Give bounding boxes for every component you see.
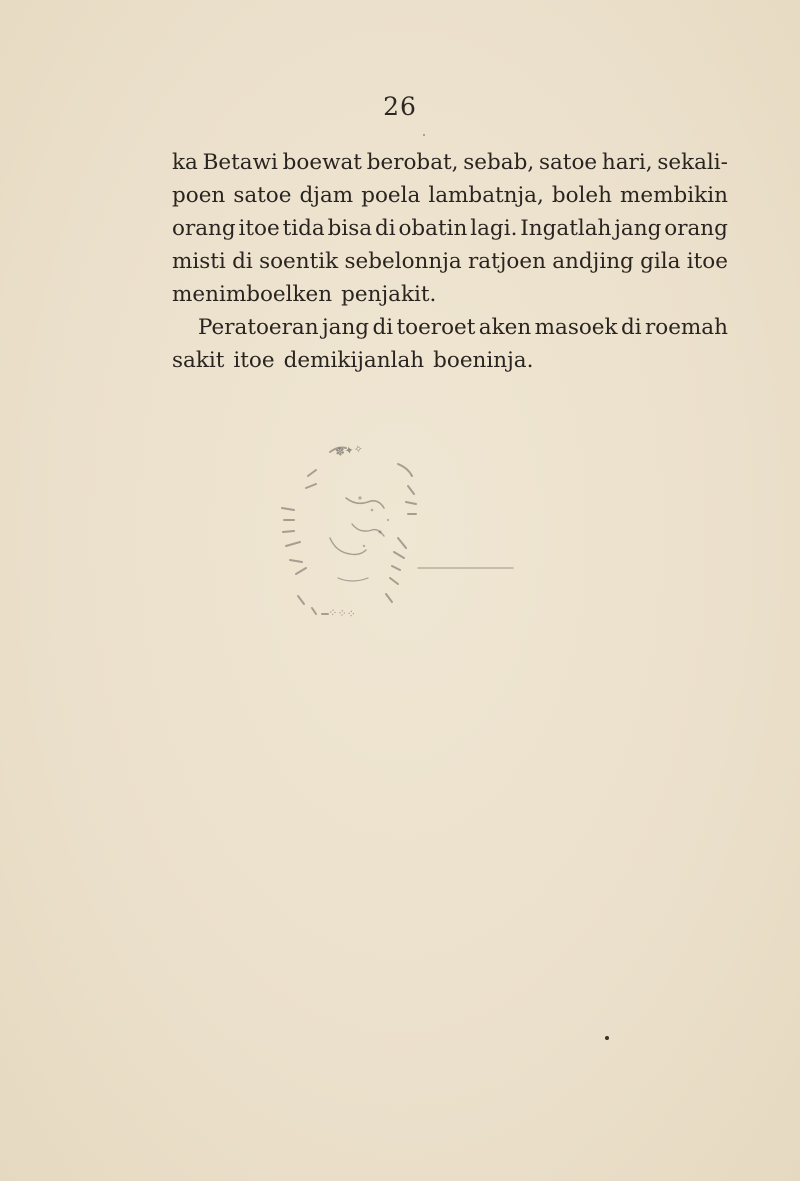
word: andjing — [552, 249, 634, 274]
word: sebab, — [463, 150, 535, 175]
word: jang — [614, 216, 662, 241]
library-stamp — [268, 428, 518, 628]
word: hari, — [601, 150, 653, 175]
word: di — [232, 249, 253, 274]
word: itoe — [686, 249, 728, 274]
word: menimboelken — [172, 282, 333, 307]
word: di — [372, 315, 394, 340]
word: poela — [361, 183, 421, 208]
word: Ingatlah — [520, 216, 612, 241]
word: sebelonnja — [344, 249, 462, 274]
word: soentik — [259, 249, 339, 274]
text-line — [172, 179, 728, 212]
word: orang — [172, 216, 236, 241]
word: boewat — [282, 150, 362, 175]
word: itoe — [233, 348, 275, 373]
word: boleh — [551, 183, 612, 208]
word: lagi. — [470, 216, 518, 241]
word: lambatnja, — [428, 183, 544, 208]
word: toeroet — [396, 315, 476, 340]
text-line — [172, 245, 728, 278]
word: aken — [478, 315, 532, 340]
text-line — [172, 344, 728, 377]
word: Betawi — [202, 150, 278, 175]
ink-speck — [423, 134, 425, 136]
word: satoe — [233, 183, 292, 208]
word: ratjoen — [468, 249, 546, 274]
word: penjakit. — [341, 282, 437, 307]
word: itoe — [238, 216, 280, 241]
text-line — [172, 146, 728, 179]
word: tida — [282, 216, 325, 241]
word: ka — [172, 150, 198, 175]
word: bisa — [327, 216, 373, 241]
word: sakit — [172, 348, 225, 373]
svg-text:⁘⁘⁘: ⁘⁘⁘ — [327, 606, 357, 621]
word: satoe — [538, 150, 598, 175]
word: di — [374, 216, 396, 241]
word: roemah — [644, 315, 728, 340]
word: misti — [172, 249, 226, 274]
word: membikin — [620, 183, 728, 208]
word: demikijanlah — [283, 348, 425, 373]
text-line — [172, 278, 728, 311]
word: orang — [664, 216, 728, 241]
word: di — [620, 315, 642, 340]
word: gila — [640, 249, 681, 274]
page-number: 26 — [383, 92, 417, 121]
word: poen — [172, 183, 226, 208]
text-line — [172, 311, 728, 344]
text-line — [172, 212, 728, 245]
word: djam — [299, 183, 354, 208]
word: Peratoeran — [198, 315, 319, 340]
svg-text:✽✦✧: ✽✦✧ — [334, 442, 364, 459]
word: jang — [321, 315, 370, 340]
ink-speck — [605, 1036, 609, 1040]
word: berobat, — [366, 150, 459, 175]
word: masoek — [534, 315, 618, 340]
body-text — [172, 146, 728, 377]
word: boeninja. — [433, 348, 534, 373]
word: sekali- — [657, 150, 728, 175]
word: obatin — [398, 216, 468, 241]
